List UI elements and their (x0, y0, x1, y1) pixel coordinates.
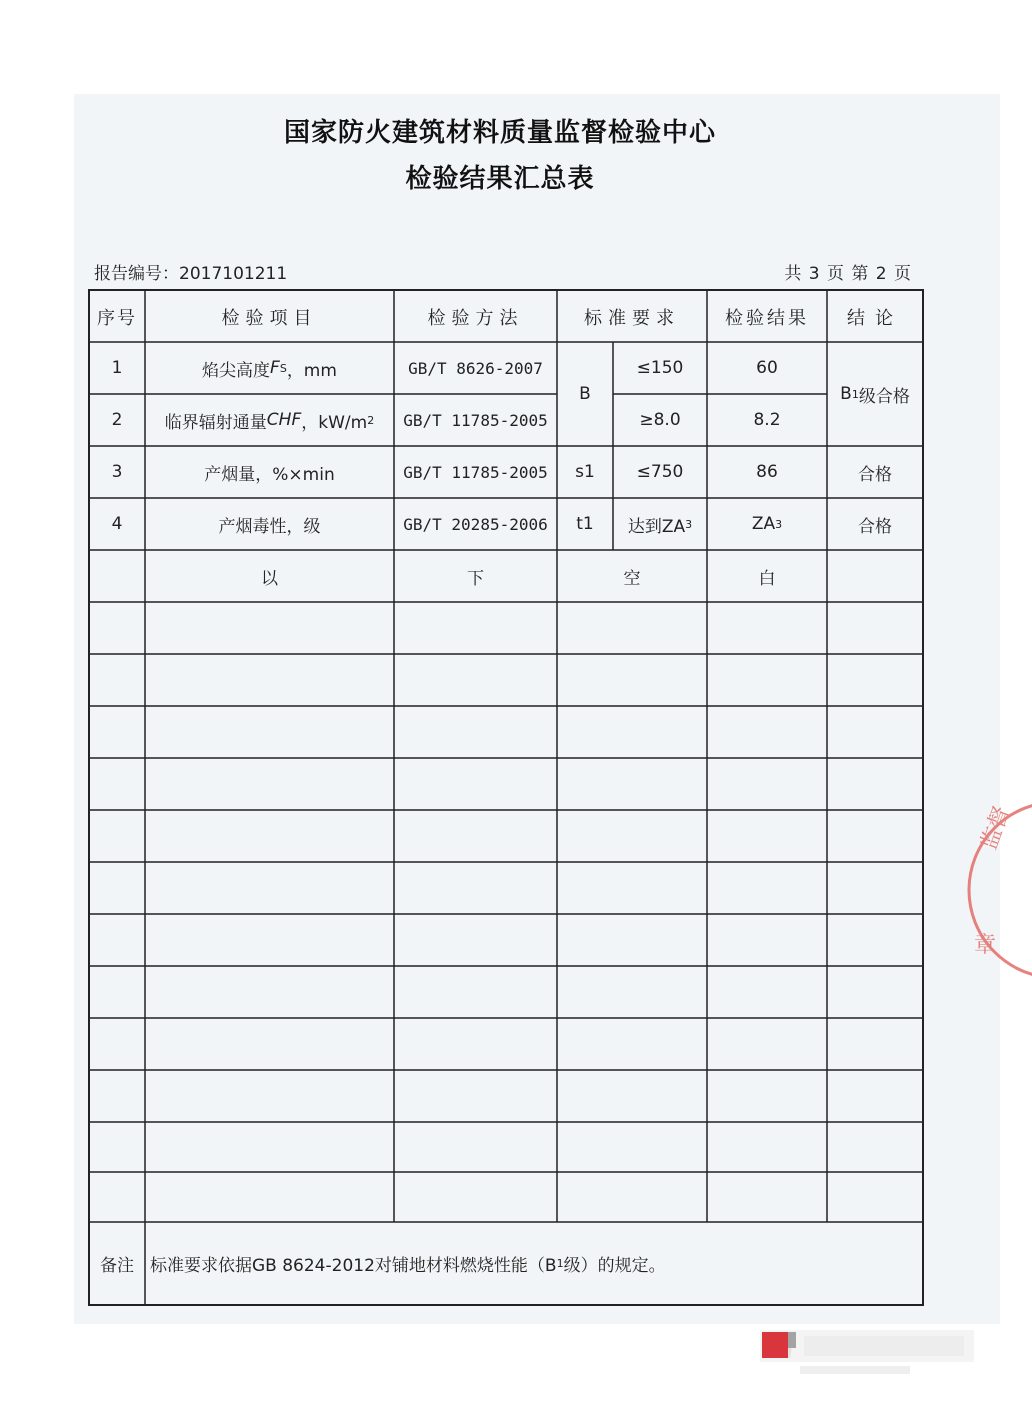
note-suffix: 级）的规定。 (563, 1256, 666, 1276)
row4-no: 4 (111, 514, 123, 534)
row2-item-symbol: CHF (266, 410, 302, 430)
row4-requirement-sub: 3 (685, 517, 693, 531)
stamp-text-2: 章 (974, 933, 997, 958)
row2-item-prefix: 临界辐射通量 (164, 412, 267, 433)
row2-item-suffix: ，kW/m (301, 412, 368, 433)
row1-requirement: ≤150 (636, 358, 684, 378)
stamp-text-1: 监督 (976, 803, 1016, 854)
row2-no: 2 (111, 410, 123, 430)
row4-class: t1 (576, 514, 594, 534)
row4-result (707, 498, 827, 550)
col-header-result: 检验结果 (725, 308, 809, 329)
row1-no: 1 (111, 358, 123, 378)
note-sub: 1 (556, 1257, 564, 1270)
row3-item: 产烟量，%×min (204, 464, 335, 485)
page-current: 第 2 页 (851, 264, 912, 284)
note-label: 备注 (100, 1256, 134, 1276)
row3-conclusion: 合格 (858, 464, 892, 485)
row4-requirement-prefix: 达到ZA (627, 516, 686, 537)
blank-marker-2: 下 (467, 568, 484, 589)
row3-result: 86 (756, 462, 778, 482)
row2-item-sup: 2 (367, 413, 375, 427)
rows1-2-class: B (579, 384, 591, 404)
rows1-2-conclusion (827, 342, 923, 446)
row1-item (145, 342, 394, 394)
row1-result: 60 (756, 358, 778, 378)
document-title: 国家防火建筑材料质量监督检验中心 (283, 118, 716, 148)
document-subtitle: 检验结果汇总表 (405, 164, 595, 194)
row1-method: GB/T 8626-2007 (408, 358, 543, 378)
page-total: 共 3 页 (784, 264, 845, 284)
col-header-requirement: 标准要求 (584, 308, 680, 329)
blank-marker-4: 白 (758, 568, 776, 589)
row1-item-symbol: F (270, 358, 280, 378)
col-header-conclusion: 结论 (847, 308, 903, 329)
row2-method: GB/T 11785-2005 (403, 410, 548, 430)
row1-item-symbol-sub: S (279, 361, 287, 375)
row4-result-prefix: ZA (751, 514, 776, 534)
row4-result-sub: 3 (775, 517, 783, 531)
row2-result: 8.2 (753, 410, 781, 430)
row1-item-prefix: 焰尖高度 (202, 360, 271, 381)
blank-marker-3: 空 (623, 568, 641, 589)
page-indicator (784, 259, 912, 284)
rows1-2-conclusion-sub: 1 (851, 387, 859, 401)
official-stamp (962, 800, 1032, 980)
row4-item: 产烟毒性，级 (218, 516, 321, 537)
note-text (150, 1222, 920, 1305)
row3-method: GB/T 11785-2005 (403, 462, 548, 482)
watermark-logo (760, 1322, 974, 1382)
rows1-2-conclusion-prefix: B (840, 384, 852, 404)
row4-method: GB/T 20285-2006 (403, 514, 548, 534)
rows1-2-conclusion-suffix: 级合格 (858, 386, 910, 407)
row2-item (145, 394, 394, 446)
row4-conclusion: 合格 (858, 516, 892, 537)
report-number: 报告编号：2017101211 (94, 264, 288, 284)
col-header-item: 检验项目 (221, 308, 318, 329)
col-header-method: 检验方法 (427, 308, 524, 329)
note-prefix: 标准要求依据GB 8624-2012对铺地材料燃烧性能（B (150, 1256, 557, 1276)
row2-requirement: ≥8.0 (639, 410, 681, 430)
row3-requirement: ≤750 (636, 462, 684, 482)
row3-class: s1 (575, 462, 595, 482)
row4-requirement (613, 498, 707, 550)
col-header-no: 序号 (97, 308, 137, 329)
row3-no: 3 (111, 462, 123, 482)
row1-item-suffix: ，mm (286, 360, 337, 381)
blank-marker-1: 以 (261, 568, 278, 589)
